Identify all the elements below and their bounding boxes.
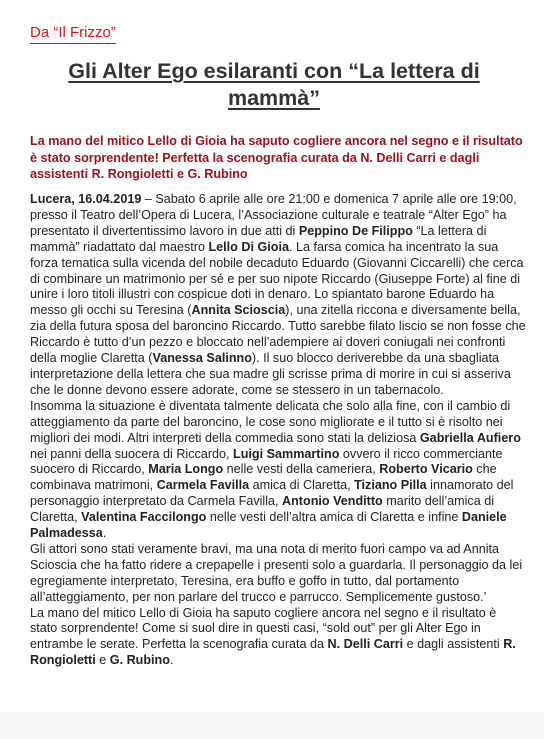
paragraph-2	[30, 399, 526, 542]
text: ), una zitella riccona e diversamente bella, zia della futura sposa del baroncino Riccardo. Tutto sarebbe filato liscio se non fosse che Riccardo è tutto d’un pezzo e bloccato nell’adempiere ai doveri coniugali nei confronti della moglie Claretta (	[30, 303, 526, 366]
text: .	[169, 653, 174, 668]
text: – Sabato 6 aprile alle ore 21:00 e domenica 7 aprile alle ore 19:00, presso il Teatro dell’Opera di Lucera, l’Associazione culturale e teatrale “Alter Ego” ha presentato il divertentissimo lavoro in due atti di	[30, 192, 517, 238]
text: “La lettera di mammà” riadattato dal maestro	[30, 223, 487, 254]
actor-name: Annita Scioscia	[191, 303, 286, 318]
article-title: Gli Alter Ego esilaranti con “La lettera di mammà”	[68, 59, 480, 110]
paragraph-1	[30, 192, 526, 399]
text: . La farsa comica ha incentrato la sua forza tematica sulla vicenda del nobile decaduto Eduardo (Giovanni Ciccarelli) che cerca di combinare un matrimonio per sé e per suo nipote Riccardo (Giuseppe Forte) al fine di unire i loro titoli illustri con cospicue doti in denaro. Lo spiantato barone Eduardo ha messo gli occhi su Teresina (	[30, 239, 524, 318]
author-name: Peppino De Filippo	[298, 223, 413, 238]
actor-name: Gabriella Aufiero	[419, 430, 521, 445]
text: amica di Claretta,	[249, 478, 355, 493]
place-date: Lucera, 16.04.2019	[30, 192, 142, 206]
credit-name: G. Rubino	[109, 653, 170, 668]
text: nei panni della suocera di Riccardo,	[30, 446, 234, 461]
paragraph-3: Gli attori sono stati veramente bravi, ma una nota di merito fuori campo va ad Annita Scioscia che ha fatto ridere a crepapelle i presenti solo a guardarla. Il personaggio da lei egregiamente interpretato, Teresina, era buffo e goffo in tutto, dal portamento all’atteggiamento, per non parlare del trucco e parrucco. Semplicemente gustoso.’	[30, 541, 523, 604]
actor-name: Tiziano Pilla	[354, 478, 427, 493]
actor-name: Vanessa Salinno	[152, 351, 252, 366]
source-label: Da “Il Frizzo”	[30, 24, 116, 44]
text: nelle vesti della cameriera,	[223, 462, 380, 477]
text: nelle vesti dell’altra amica di Claretta e infine	[206, 510, 462, 525]
footer-band	[0, 712, 544, 739]
text: Insomma la situazione è diventata talmente delicata che solo alla fine, con il cambio di atteggiamento da parte del baroncino, le cose sono migliorate e il tutto si è risolto nei migliori dei modi. Altri interpreti della commedia sono stati la deliziosa	[30, 398, 511, 445]
text: e dagli assistenti	[403, 637, 504, 652]
text: e	[95, 653, 110, 668]
actor-name: Daniele Palmadessa	[30, 510, 507, 541]
article-lead: La mano del mitico Lello di Gioia ha saputo cogliere ancora nel segno e il risultato è stato sorprendente! Perfetta la scenografia curata da N. Delli Carri e dagli assistenti R. Rongioletti e G. Rubino	[30, 134, 523, 181]
text: innamorato del personaggio interpretato da Carmela Favilla,	[30, 478, 514, 509]
actor-name: Roberto Vicario	[379, 462, 473, 477]
paragraph-4	[30, 606, 526, 670]
credit-name: N. Delli Carri	[327, 637, 404, 652]
actor-name: Carmela Favilla	[156, 478, 250, 493]
credit-name: R. Rongioletti	[30, 637, 516, 668]
text: ovvero il ricco commerciante suocero di Riccardo,	[30, 446, 503, 477]
text: ). Il suo blocco deriverebbe da una sbagliata interpretazione della lettera che sua madre gli scrisse prima di morire in cui si asseriva che le donne devono essere adorate, come se stessero in un tabernacolo.	[30, 351, 511, 397]
actor-name: Maria Longo	[148, 462, 224, 477]
text: che combinava matrimoni,	[30, 462, 497, 493]
actor-name: Antonio Venditto	[282, 494, 383, 509]
director-name: Lello Di Gioia	[208, 239, 289, 254]
article-body	[30, 192, 526, 669]
text: La mano del mitico Lello di Gioia ha saputo cogliere ancora nel segno e il risultato è stato sorprendente! Come si suol dire in questi casi, “sold out” per gli Alter Ego in entrambe le serate. Perfetta la scenografia curata da	[30, 605, 497, 652]
actor-name: Luigi Sammartino	[233, 446, 340, 461]
text: .	[102, 526, 107, 541]
text: marito dell’amica di Claretta,	[30, 494, 495, 525]
actor-name: Valentina Faccilongo	[81, 510, 207, 525]
